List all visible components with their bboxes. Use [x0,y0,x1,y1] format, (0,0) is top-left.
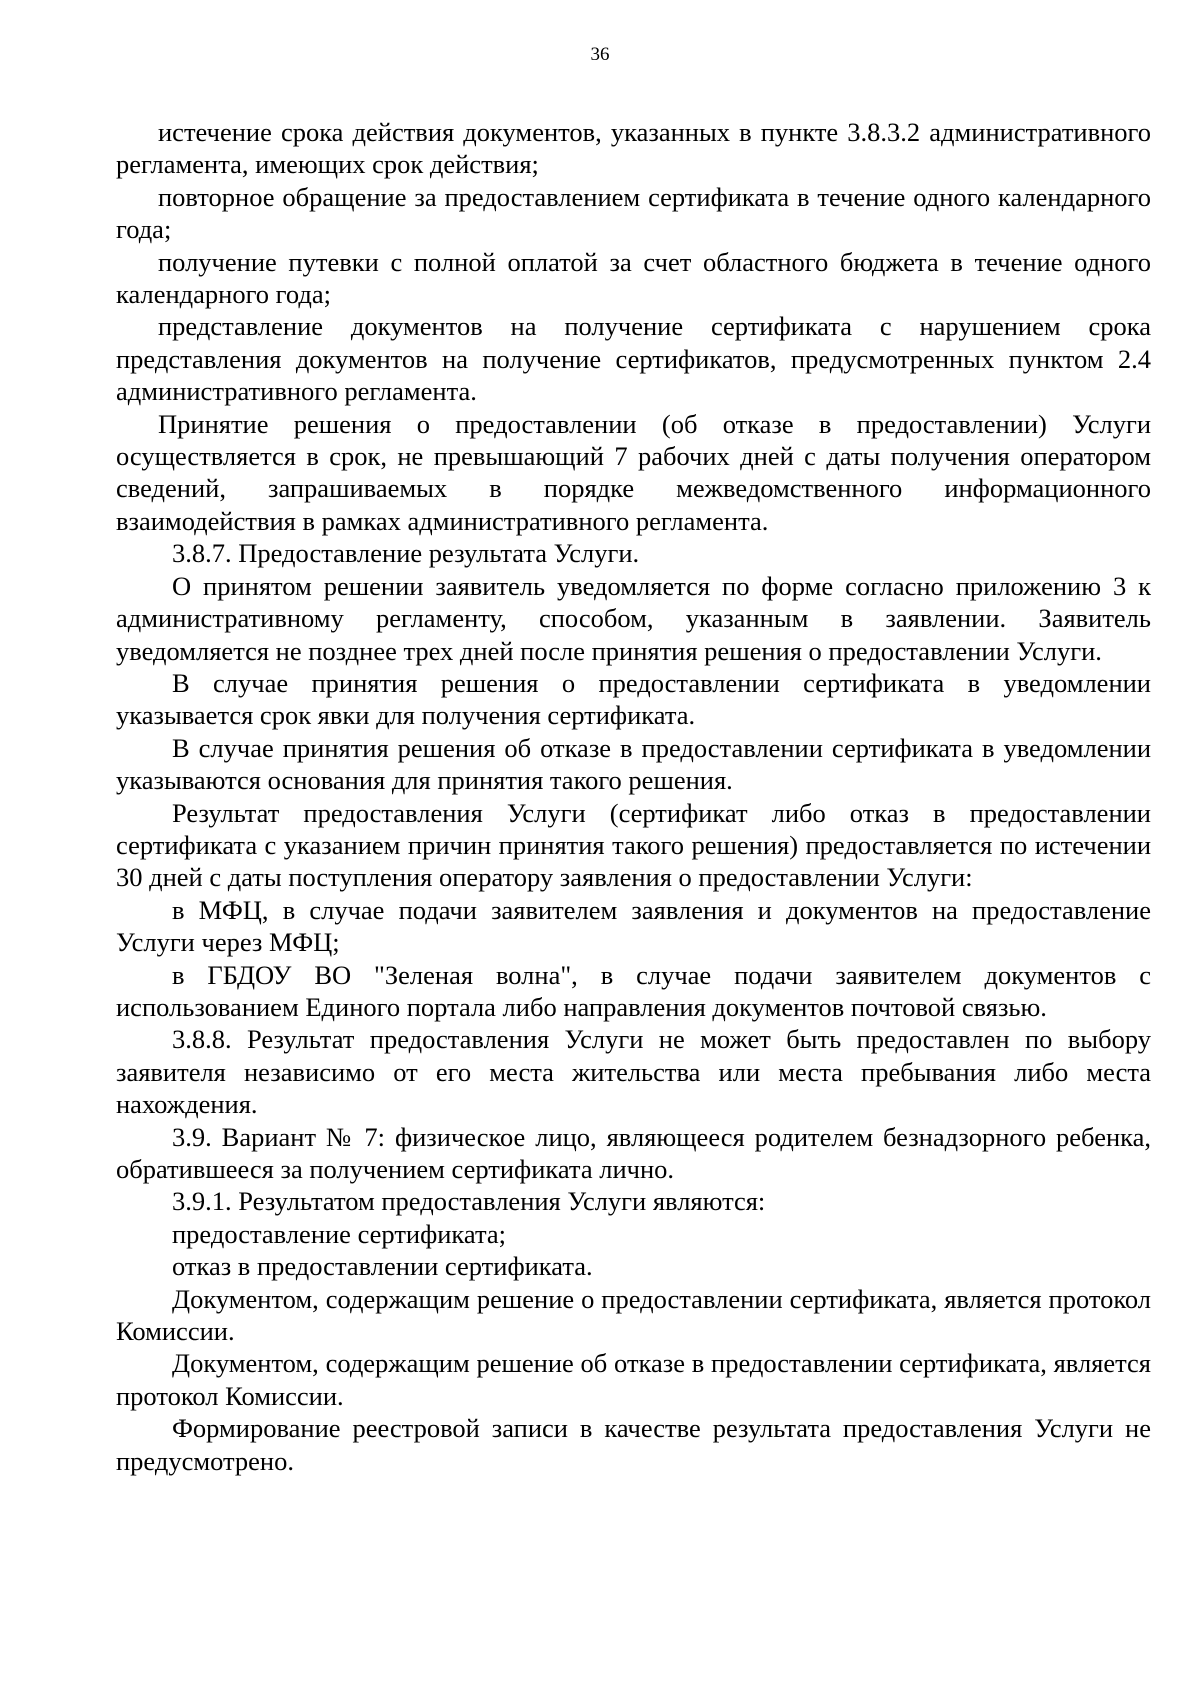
paragraph-7: О принятом решении заявитель уведомляется по форме согласно приложению 3 к административному регламенту, способом, указанным в заявлении. Заявитель уведомляется не позднее трех дней после принятия решения о предоставлении Услуги. [116,570,1151,666]
list-item-2: отказ в предоставлении сертификата. [172,1251,593,1282]
paragraph-3-9-1: 3.9.1. Результатом предоставления Услуги являются: [172,1186,766,1217]
paragraph-3-8-8: 3.8.8. Результат предоставления Услуги не может быть предоставлен по выбору заявителя независимо от его места жительства или места пребывания либо места нахождения. [116,1024,1151,1120]
paragraph-20: Формирование реестровой записи в качестве результата предоставления Услуги не предусмотрено. [116,1413,1151,1476]
paragraph-3: получение путевки с полной оплатой за счет областного бюджета в течение одного календарного года; [116,246,1151,310]
paragraph-12: в ГБДОУ ВО "Зеленая волна", в случае подачи заявителем документов с использованием Единого портала либо направления документов почтовой связью. [116,959,1151,1022]
paragraph-4: представление документов на получение сертификата с нарушением срока представления документов на получение сертификатов, предусмотренных пунктом 2.4 административного регламента. [116,311,1151,407]
paragraph-8: В случае принятия решения о предоставлении сертификата в уведомлении указывается срок явки для получения сертификата. [116,667,1151,731]
paragraph-11: в МФЦ, в случае подачи заявителем заявления и документов на предоставление Услуги через МФЦ; [116,894,1151,958]
document-body [116,116,1151,1477]
list-item-1: предоставление сертификата; [172,1218,507,1249]
paragraph-1: истечение срока действия документов, указанных в пункте 3.8.3.2 административного регламента, имеющих срок действия; [116,117,1151,180]
paragraph-10: Результат предоставления Услуги (сертификат либо отказ в предоставлении сертификата с указанием причин принятия такого решения) предоставляется по истечении 30 дней с даты поступления оператору заявления о предоставлении Услуги: [116,797,1151,893]
section-heading-3-8-7: 3.8.7. Предоставление результата Услуги. [172,538,640,569]
page-number: 36 [590,44,610,65]
paragraph-19: Документом, содержащим решение об отказе в предоставлении сертификата, является протокол Комиссии. [116,1348,1151,1411]
paragraph-5: Принятие решения о предоставлении (об отказе в предоставлении) Услуги осуществляется в срок, не превышающий 7 рабочих дней с даты получения оператором сведений, запрашиваемых в порядке межведомственного информационного взаимодействия в рамках административного регламента. [116,408,1151,536]
paragraph-2: повторное обращение за предоставлением сертификата в течение одного календарного года; [116,181,1151,245]
paragraph-3-9: 3.9. Вариант № 7: физическое лицо, являющееся родителем безнадзорного ребенка, обратившееся за получением сертификата лично. [116,1121,1151,1184]
paragraph-9: В случае принятия решения об отказе в предоставлении сертификата в уведомлении указываются основания для принятия такого решения. [116,732,1151,796]
paragraph-18: Документом, содержащим решение о предоставлении сертификата, является протокол Комиссии. [116,1283,1151,1347]
